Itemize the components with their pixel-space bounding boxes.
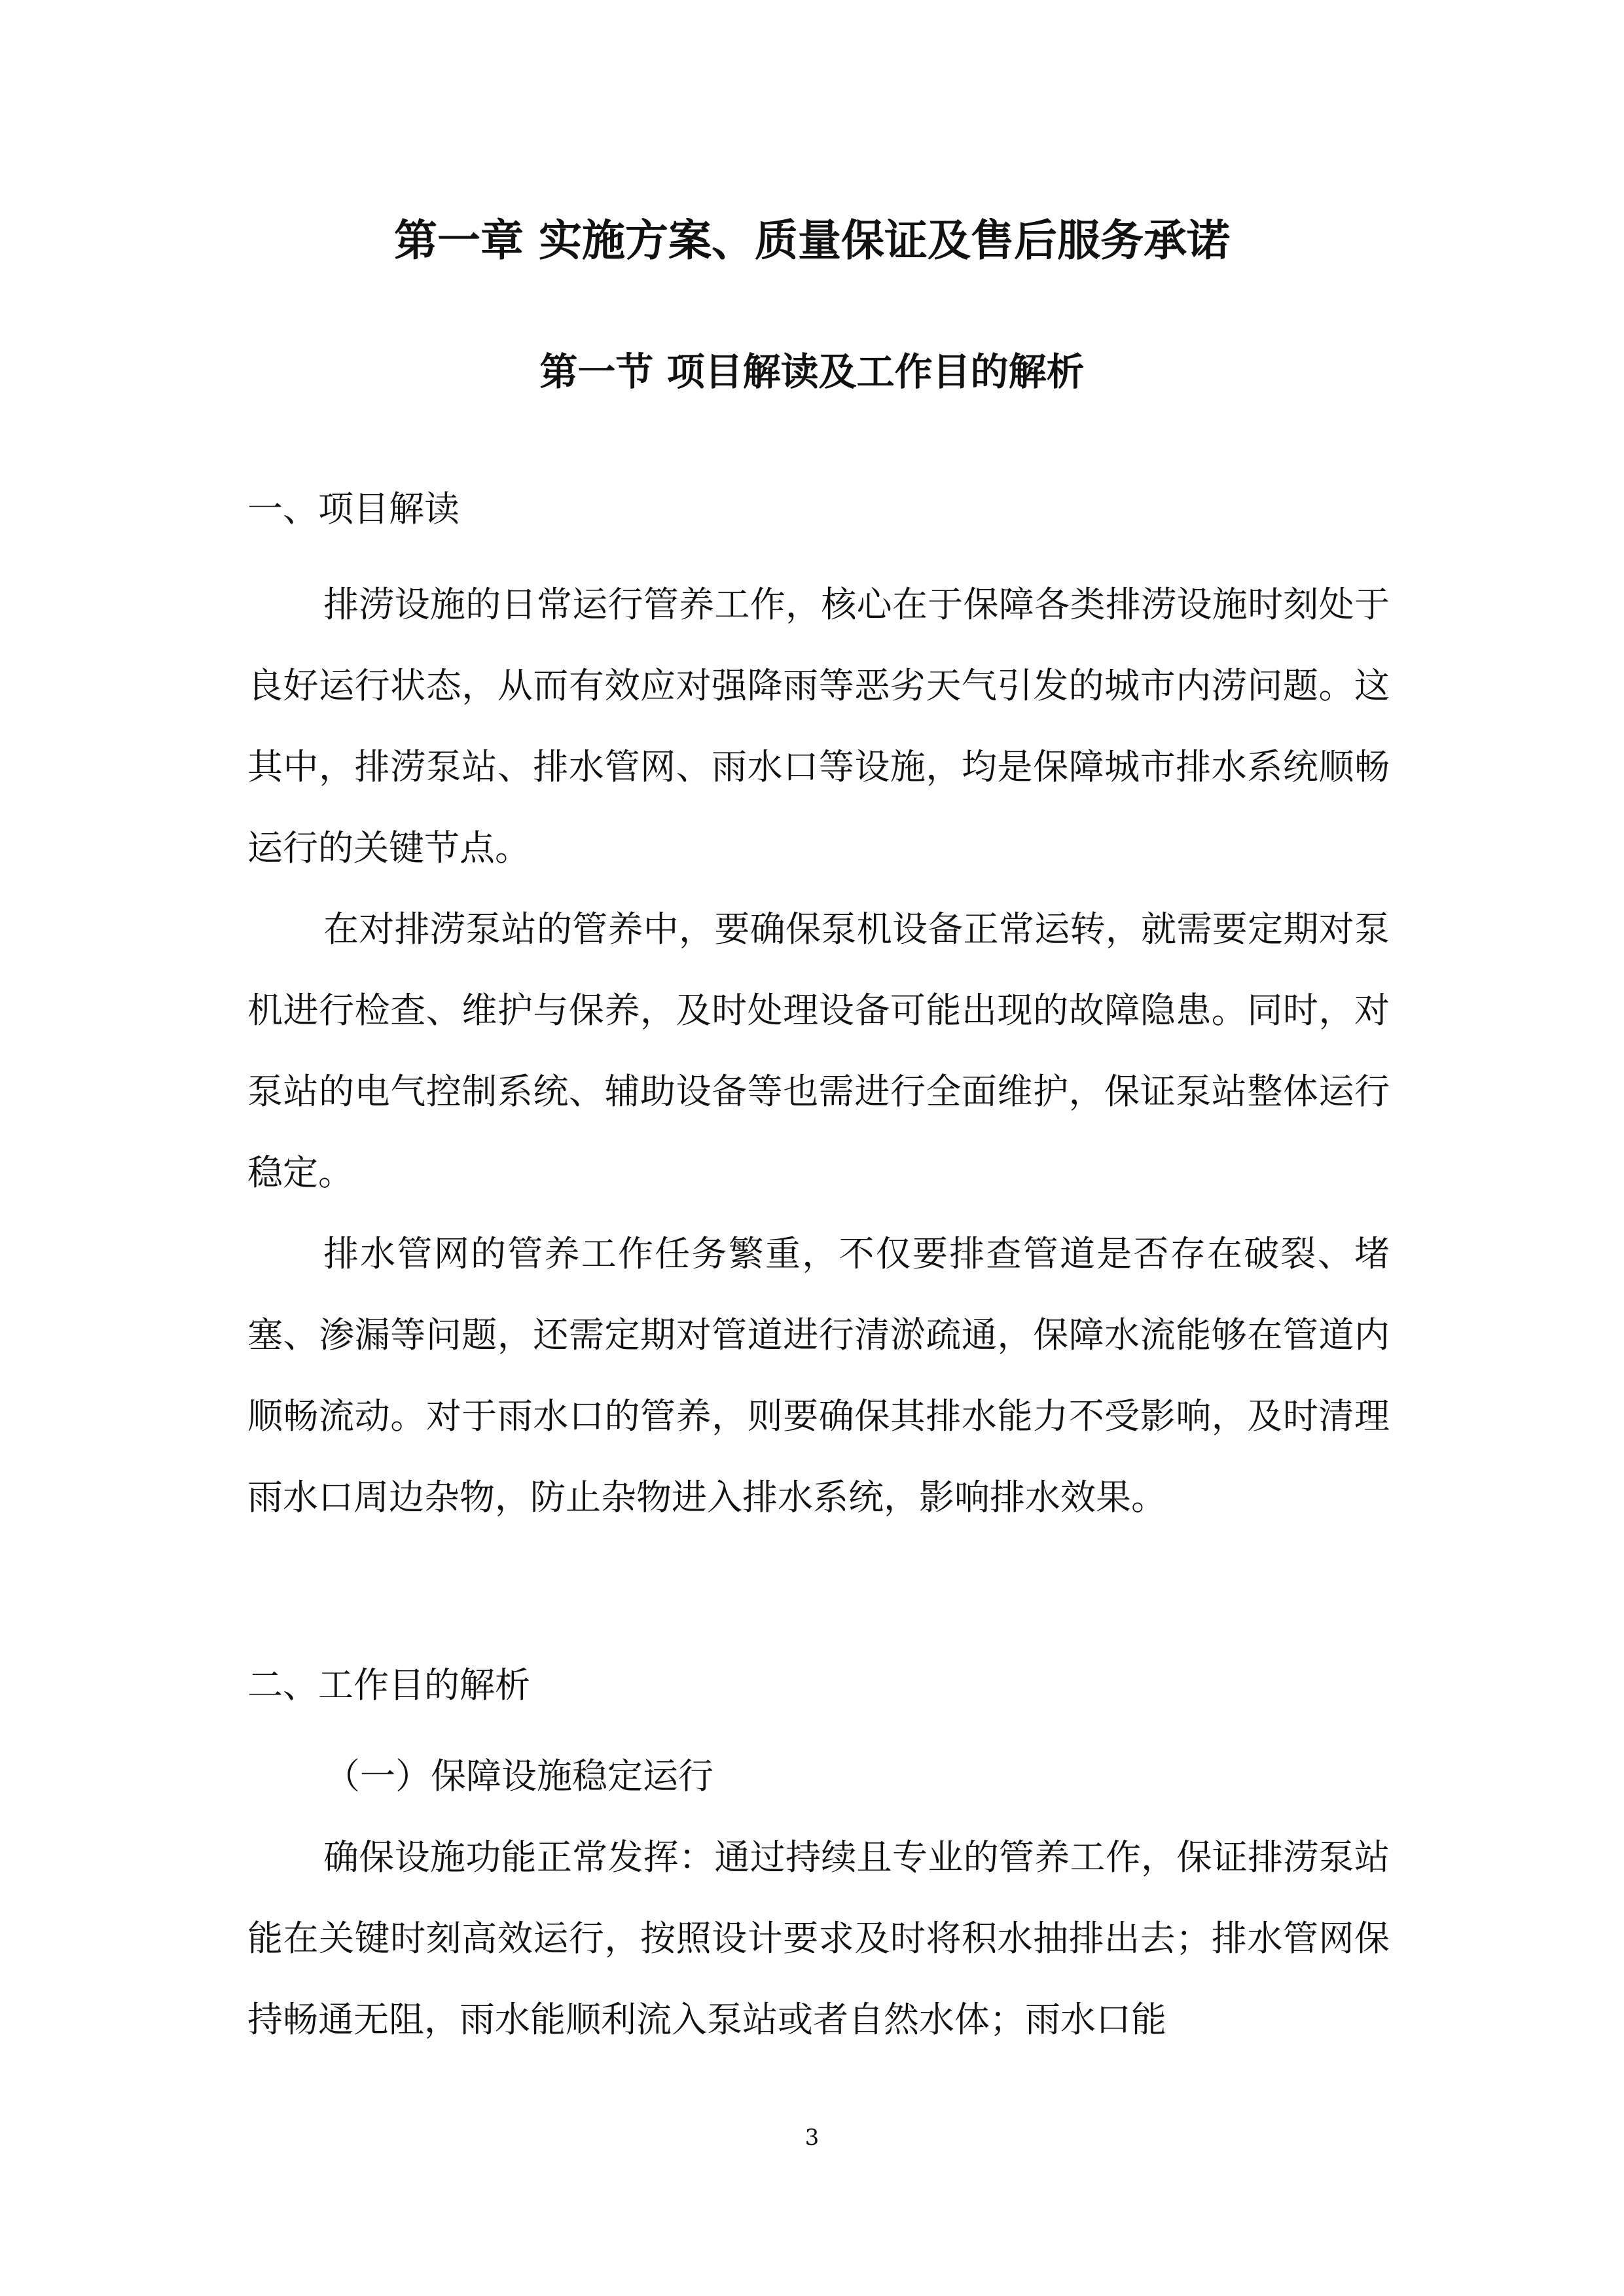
paragraph: 排水管网的管养工作任务繁重，不仅要排查管道是否存在破裂、堵塞、渗漏等问题，还需定期对管道进行清淤疏通，保障水流能够在管道内顺畅流动。对于雨水口的管养，则要确保其排水能力不受影响，及时清理雨水口周边杂物，防止杂物进入排水系统，影响排水效果。 (247, 1233, 1390, 1518)
section-title: 第一节 项目解读及工作目的解析 (539, 350, 1085, 394)
part2-body (247, 1736, 1390, 2060)
part2-heading: 二、工作目的解析 (247, 1664, 530, 1706)
part1-heading-block (247, 480, 1390, 539)
part1-body (247, 564, 1390, 1538)
paragraph: 确保设施功能正常发挥：通过持续且专业的管养工作，保证排涝泵站能在关键时刻高效运行，按照设计要求及时将积水抽排出去；排水管网保持畅通无阻，雨水能顺利流入泵站或者自然水体；雨水口能 (247, 1837, 1390, 2040)
chapter-title: 第一章 实施方案、质量保证及售后服务承诺 (394, 215, 1230, 266)
page-number: 3 (804, 2125, 820, 2151)
part2-subheading: （一）保障设施稳定运行 (325, 1755, 713, 1797)
paragraph: 排涝设施的日常运行管养工作，核心在于保障各类排涝设施时刻处于良好运行状态，从而有效应对强降雨等恶劣天气引发的城市内涝问题。这其中，排涝泵站、排水管网、雨水口等设施，均是保障城市排水系统顺畅运行的关键节点。 (247, 584, 1390, 869)
part2-heading-block (247, 1656, 1390, 1715)
part1-heading: 一、项目解读 (247, 488, 460, 529)
paragraph: 在对排涝泵站的管养中，要确保泵机设备正常运转，就需要定期对泵机进行检查、维护与保养，及时处理设备可能出现的故障隐患。同时，对泵站的电气控制系统、辅助设备等也需进行全面维护，保证泵站整体运行稳定。 (247, 908, 1390, 1193)
